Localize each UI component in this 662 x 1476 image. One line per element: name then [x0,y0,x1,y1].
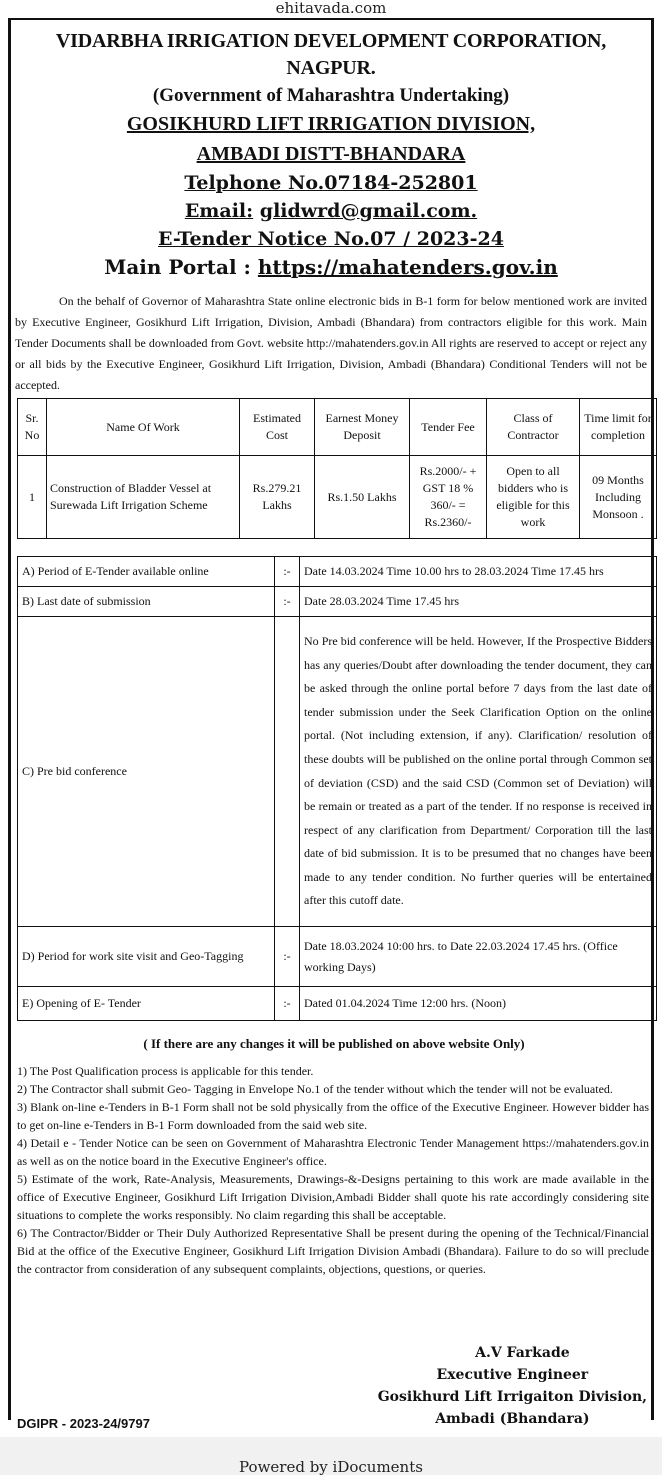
intro-paragraph: On the behalf of Governor of Maharashtra State online electronic bids in B-1 form for below mentioned work are invited by Executive Engineer, Gosikhurd Lift Irrigation, Division, Ambadi (Bhandara) from contractors eligible for this work. Main Tender Documents shall be downloaded from Govt. website http://mahatenders.gov.in All rights are reserved to accept or reject any or all bids by the Executive Engineer, Gosikhurd Lift Irrigation, Division, Ambadi (Bhandara) Conditional Tenders will not be accepted. [15,294,647,392]
schedule-value: Date 18.03.2024 10:00 hrs. to Date 22.03.2024 17.45 hrs. (Office working Days) [300,927,657,987]
corporation-name: VIDARBHA IRRIGATION DEVELOPMENT CORPORATION, NAGPUR. [55,30,607,79]
changes-note: ( If there are any changes it will be published on above website Only) [143,1036,525,1051]
col-class: Class of Contractor [487,399,580,456]
schedule-separator: :- [275,927,300,987]
schedule-row-d [18,927,657,987]
email-address: glidwrd@gmail.com. [259,200,478,222]
schedule-label: D) Period for work site visit and Geo-Tagging [18,927,275,987]
col-sr-no: Sr. No [18,399,47,456]
schedule-label: B) Last date of submission [18,587,275,617]
tender-number: E-Tender Notice No.07 / 2023-24 [158,228,504,250]
col-tender-fee: Tender Fee [410,399,487,456]
schedule-row-b [18,587,657,617]
schedule-row-c [18,617,657,927]
district-name: AMBADI DISTT-BHANDARA [196,143,466,165]
schedule-value: Date 14.03.2024 Time 10.00 hrs to 28.03.2024 Time 17.45 hrs [300,557,657,587]
schedule-value: No Pre bid conference will be held. However, If the Prospective Bidders has any queries/Doubt after downloading the tender document, they can be asked through the online portal before 7 days from the last date of tender submission under the Seek Clarification Option on the online portal. (Not including extension, if any). Clarification/ resolution of these doubts will be published on the online portal through Common set of deviation (CSD) and the said CSD (Common set of Deviation) will be remain or treated as a part of the tender. If no response is received in respect of any clarification from Department/ Corporation till the last date of bid submission. It is to be presumed that no changes have been made to any tender condition. No further queries will be entertained after this cutoff date. [300,617,657,927]
schedule-label: A) Period of E-Tender available online [18,557,275,587]
note-item: 1) The Post Qualification process is applicable for this tender. [17,1064,314,1078]
cell-tender-fee: Rs.2000/- + GST 18 % 360/- = Rs.2360/- [410,456,487,539]
telephone: Telphone No.07184-252801 [184,172,478,194]
schedule-label: C) Pre bid conference [18,617,275,927]
portal-link[interactable]: https://mahatenders.gov.in [257,255,558,279]
schedule-separator [275,617,300,927]
cell-name-of-work: Construction of Bladder Vessel at Surewada Lift Irrigation Scheme [47,456,240,539]
signatory-place: Ambadi (Bhandara) [435,1411,590,1427]
schedule-value: Date 28.03.2024 Time 17.45 hrs [300,587,657,617]
cell-sr-no: 1 [18,456,47,539]
table-row [18,456,657,539]
col-emd: Earnest Money Deposit [315,399,410,456]
schedule-separator: :- [275,587,300,617]
division-name: GOSIKHURD LIFT IRRIGATION DIVISION, [126,113,536,135]
note-item: 6) The Contractor/Bidder or Their Duly Authorized Representative Shall be present during the opening of the Technical/Financial Bid at the office of the Executive Engineer, Gosikhurd Lift Irrigation Division Ambadi (Bhandara). Failure to do so will preclude the contractor from consideration of any subsequent complaints, objections, questions, or queries. [17,1226,649,1276]
main-portal [11,253,651,281]
footer-text: Powered by iDocuments [239,1458,423,1476]
schedule-value: Dated 01.04.2024 Time 12:00 hrs. (Noon) [300,987,657,1021]
cell-class: Open to all bidders who is eligible for this work [487,456,580,539]
note-item: 2) The Contractor shall submit Geo- Tagging in Envelope No.1 of the tender without which the tender will not be evaluated. [17,1082,613,1096]
notes-list [17,1062,649,1278]
schedule-row-e [18,987,657,1021]
schedule-separator: :- [275,557,300,587]
signature-block [378,1342,647,1430]
schedule-separator: :- [275,987,300,1021]
email-line [11,197,651,225]
note-item: 5) Estimate of the work, Rate-Analysis, Measurements, Drawings-&-Designs pertaining to this work are made available in the office of Executive Engineer, Gosikhurd Lift Irrigation Division,Ambadi Bidder shall quote his rate accordingly considering site situations to complete the works responsibly. No claim regarding this shall be acceptable. [17,1172,649,1222]
cell-time-limit: 09 Months Including Monsoon . [580,456,657,539]
dgipr-code: DGIPR - 2023-24/9797 [17,1416,150,1431]
tender-notice [8,18,654,1431]
schedule-table [17,556,657,1021]
schedule-row-a [18,557,657,587]
work-table [17,398,657,539]
portal-label: Main Portal : [104,255,251,279]
note-item: 4) Detail e - Tender Notice can be seen on Government of Maharashtra Electronic Tender Management https://mahatenders.gov.in as well as on the notice board in the Executive Engineer's office. [17,1136,649,1168]
government-undertaking: (Government of Maharashtra Undertaking) [152,85,510,106]
site-title: ehitavada.com [275,0,387,17]
signatory-division: Gosikhurd Lift Irrigaiton Division, [377,1389,647,1405]
signatory-designation: Executive Engineer [436,1367,589,1383]
schedule-label: E) Opening of E- Tender [18,987,275,1021]
email-label: Email: [184,200,254,222]
col-estimated-cost: Estimated Cost [240,399,315,456]
cell-estimated-cost: Rs.279.21 Lakhs [240,456,315,539]
col-time-limit: Time limit for completion [580,399,657,456]
cell-emd: Rs.1.50 Lakhs [315,456,410,539]
signatory-name: A.V Farkade [475,1345,570,1361]
footer-bar [0,1437,662,1475]
col-name-of-work: Name Of Work [47,399,240,456]
note-item: 3) Blank on-line e-Tenders in B-1 Form shall not be sold physically from the office of the Executive Engineer. However bidder has to get on-line e-Tenders in B-1 Form downloaded from the said web site. [17,1100,649,1132]
table-header-row [18,399,657,456]
